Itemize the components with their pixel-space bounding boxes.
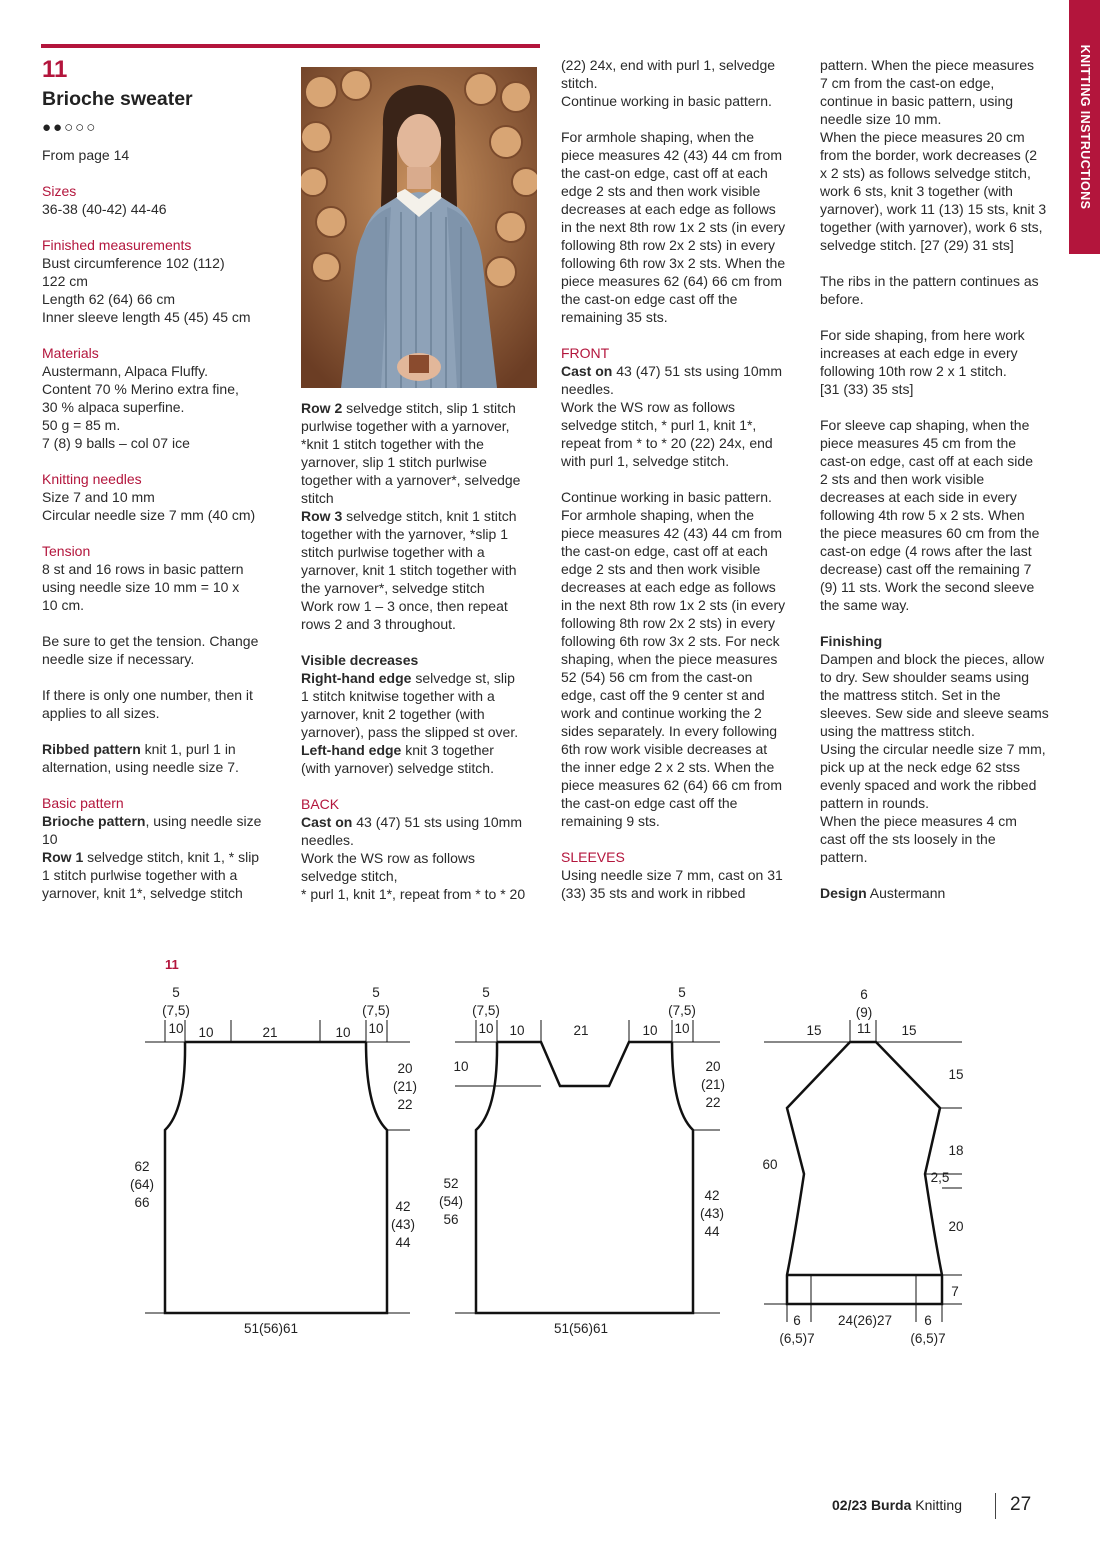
sleeves-text-1: Using needle size 7 mm, cast on 31 (33) 35 sts and work in ribbed [561, 867, 783, 901]
brioche-text: , using needle size 10 [42, 813, 262, 847]
footer-issue [832, 1497, 962, 1513]
sleeve-bottom-left-1: 6 [793, 1313, 801, 1328]
sleeve-bottom-right-2: (6,5)7 [910, 1331, 946, 1346]
back-length-2: (64) [129, 1177, 155, 1192]
pattern-title: Brioche sweater [42, 88, 193, 110]
difficulty-rating: ●●○○○ [42, 119, 98, 136]
sleeve-bottom-left-2: (6,5)7 [779, 1331, 815, 1346]
sleeve-right-3: 2,5 [930, 1170, 950, 1185]
finished-heading: Finished measurements [42, 237, 192, 253]
footer-magazine: Knitting [911, 1497, 962, 1513]
front-body: Continue working in basic pattern. For armhole shaping, when the piece measures 42 (43) 44 cm from the cast-on edge, cast off at each edge 2 sts and then work visible decreases at each edge as follows in the next 8th row 1x 2 sts (in every following 8th row 2x 2 sts) in every following 6th row 3x 2 sts. For neck shaping, when the piece measures 52 (54) 56 cm from the cast-on edge, cast off the 9 center st and work and continue working the 2 sides separately. In every following 6th row work visible decreases at the inner edge 2 x 2 sts. When the piece measures 62 (64) 66 cm from the cast-on edge cast off the remaining 9 sts. [561, 489, 786, 829]
back-schematic [145, 1020, 413, 1313]
tension-note: Be sure to get the tension. Change needle size if necessary. [42, 633, 259, 667]
front-width-2: 21 [573, 1023, 589, 1038]
front-top-right-1: 5 [678, 985, 686, 1000]
finishing-text: Dampen and block the pieces, allow to dry. Sew shoulder seams using the mattress stitch. Set in the sleeves. Sew side and sleeve seams using the mattress stitch. Using the circular needle size 7 mm, pick up at the neck edge 62 stss evenly spaced and work the ribbed pattern in rounds. When the piece measures 4 cm cast off the sts loosely in the pattern. [820, 651, 1049, 865]
back-cast-text: 43 (47) 51 sts using 10mm needles. Work the WS row as follows selvedge stitch, * purl 1, knit 1*, repeat from * to * 20 [301, 814, 526, 902]
front-heading: FRONT [561, 345, 610, 361]
sizes-text: 36-38 (40-42) 44-46 [42, 201, 167, 217]
front-top-right-2: (7,5) [668, 1003, 696, 1018]
back-side-3: 44 [395, 1235, 411, 1250]
finishing-heading: Finishing [820, 633, 883, 649]
front-top-left-2: (7,5) [472, 1003, 500, 1018]
front-armhole-2: (21) [700, 1077, 726, 1092]
tension-heading: Tension [42, 543, 91, 559]
sleeves-text-3: The ribs in the pattern continues as before. [820, 273, 1039, 307]
sleeves-text-4: For side shaping, from here work increases at each edge in every following 10th row 2 x 1 stitch. [31 (33) 35 sts] [820, 327, 1025, 397]
row-2-label: Row 2 [301, 400, 343, 416]
left-hand-text: knit 3 together (with yarnover) selvedge stitch. [301, 742, 494, 776]
tension-text: 8 st and 16 rows in basic pattern using needle size 10 mm = 10 x 10 cm. [42, 561, 244, 613]
brioche-label: Brioche pattern [42, 813, 146, 829]
needles-text: Size 7 and 10 mm Circular needle size 7 mm (40 cm) [42, 489, 256, 523]
back-continue: (22) 24x, end with purl 1, selvedge stitch. Continue working in basic pattern. [561, 57, 776, 109]
sleeve-length: 60 [762, 1157, 778, 1172]
sleeve-top-2: (9) [855, 1005, 873, 1020]
front-width-3: 10 [642, 1023, 658, 1038]
basic-heading: Basic pattern [42, 795, 124, 811]
front-top-right-3: 10 [674, 1021, 690, 1036]
front-width-1: 10 [509, 1023, 525, 1038]
row-3-label: Row 3 [301, 508, 343, 524]
sizes-heading: Sizes [42, 183, 77, 199]
sleeve-right-2: 18 [948, 1143, 964, 1158]
back-heading: BACK [301, 796, 340, 812]
sleeve-top-3: 11 [856, 1021, 872, 1036]
front-top-left-3: 10 [478, 1021, 494, 1036]
row-3-text: selvedge stitch, knit 1 stitch together with the yarnover, *slip 1 stitch purlwise together with a yarnover, knit 1 stitch together with the yarnover*, selvedge stitch Work row 1 – 3 once, then repeat rows 2 and 3 throughout. [301, 508, 517, 632]
ribbed-label: Ribbed pattern [42, 741, 141, 757]
back-width-2: 21 [262, 1025, 278, 1040]
back-top-left-2: (7,5) [162, 1003, 190, 1018]
row-1-label: Row 1 [42, 849, 84, 865]
materials-text: Austermann, Alpaca Fluffy. Content 70 % Merino extra fine, 30 % alpaca superfine. 50 g = 85 m. 7 (8) 9 balls – col 07 ice [42, 363, 239, 451]
front-neck-depth: 10 [453, 1059, 469, 1074]
sleeve-right-1: 15 [948, 1067, 964, 1082]
back-width-3: 10 [335, 1025, 351, 1040]
back-width-1: 10 [198, 1025, 214, 1040]
back-armhole: For armhole shaping, when the piece measures 42 (43) 44 cm from the cast-on edge, cast off at each edge 2 sts and then work visible decreases at each edge as follows in the next 8th row 1x 2 sts (in every following 8th row 2x 2 sts) in every following 6th row 3x 2 sts. When the piece measures 62 (64) 66 cm from the cast-on edge cast off the remaining 35 sts. [561, 129, 786, 325]
section-tab-label: KNITTING INSTRUCTIONS [1077, 44, 1092, 210]
front-side-2: (43) [699, 1206, 725, 1221]
back-armhole-3: 22 [397, 1097, 413, 1112]
finished-text: Bust circumference 102 (112) 122 cm Length 62 (64) 66 cm Inner sleeve length 45 (45) 45 cm [42, 255, 251, 325]
front-side-1: 42 [704, 1188, 720, 1203]
row-2-text: selvedge stitch, slip 1 stitch purlwise together with a yarnover, *knit 1 stitch together with the yarnover, slip 1 stitch purlwise together with a yarnover*, selvedge stitch [301, 400, 521, 506]
sleeve-right-5: 7 [951, 1284, 959, 1299]
back-armhole-1: 20 [397, 1061, 413, 1076]
back-length-1: 62 [134, 1159, 150, 1174]
back-length-3: 66 [134, 1195, 150, 1210]
sleeve-bottom-right-1: 6 [924, 1313, 932, 1328]
sleeve-top-1: 6 [860, 987, 868, 1002]
front-bottom: 51(56)61 [553, 1321, 609, 1336]
back-side-1: 42 [395, 1199, 411, 1214]
sleeve-top-left: 15 [806, 1023, 822, 1038]
back-bottom: 51(56)61 [243, 1321, 299, 1336]
front-length-3: 56 [443, 1212, 459, 1227]
right-hand-text: selvedge st, slip 1 stitch knitwise together with a yarnover, knit 2 together (with yarnover), pass the slipped st over. [301, 670, 519, 740]
sleeve-right-4: 20 [948, 1219, 964, 1234]
front-cast-text: 43 (47) 51 sts using 10mm needles. Work the WS row as follows selvedge stitch, * purl 1, knit 1*, repeat from * to * 20 (22) 24x, end with purl 1, selvedge stitch. [561, 363, 782, 469]
back-top-left-1: 5 [172, 985, 180, 1000]
back-side-2: (43) [390, 1217, 416, 1232]
front-length-2: (54) [438, 1194, 464, 1209]
ribbed-text: knit 1, purl 1 in alternation, using needle size 7. [42, 741, 239, 775]
sleeve-bottom-mid: 24(26)27 [837, 1313, 893, 1328]
page-number: 27 [1010, 1494, 1032, 1515]
footer-issue-number: 02/23 [832, 1497, 868, 1513]
front-length-1: 52 [443, 1176, 459, 1191]
back-cast-label: Cast on [301, 814, 353, 830]
right-hand-label: Right-hand edge [301, 670, 412, 686]
diagram-number: 11 [165, 957, 179, 972]
design-label: Design [820, 885, 867, 901]
sleeves-heading: SLEEVES [561, 849, 625, 865]
back-top-right-3: 10 [368, 1021, 384, 1036]
back-armhole-2: (21) [392, 1079, 418, 1094]
sizes-note: If there is only one number, then it applies to all sizes. [42, 687, 253, 721]
front-armhole-3: 22 [705, 1095, 721, 1110]
front-top-left-1: 5 [482, 985, 490, 1000]
row-1-text: selvedge stitch, knit 1, * slip 1 stitch purlwise together with a yarnover, knit 1*, selvedge stitch [42, 849, 260, 901]
needles-heading: Knitting needles [42, 471, 142, 487]
sleeve-top-right: 15 [901, 1023, 917, 1038]
sleeves-text-5: For sleeve cap shaping, when the piece measures 45 cm from the cast-on edge, cast off at each side 2 sts and then work visible decreases at each side in every following 4th row 5 x 2 sts. When the piece measures 60 cm from the cast-on edge (4 rows after the last decrease) cast off the remaining 7 (9) 11 sts. Work the second sleeve the same way. [820, 417, 1040, 613]
footer-brand: Burda [870, 1497, 912, 1513]
front-schematic [455, 1020, 720, 1313]
materials-heading: Materials [42, 345, 99, 361]
pattern-number: 11 [42, 56, 68, 83]
front-side-3: 44 [704, 1224, 720, 1239]
from-page: From page 14 [42, 147, 130, 163]
front-armhole-1: 20 [705, 1059, 721, 1074]
back-top-right-2: (7,5) [362, 1003, 390, 1018]
back-top-right-1: 5 [372, 985, 380, 1000]
sleeves-text-2: pattern. When the piece measures 7 cm from the cast-on edge, continue in basic pattern, using needle size 10 mm. When the piece measures 20 cm from the border, work decreases (2 x 2 sts) as follows selvedge stitch, work 6 sts, knit 3 together (with yarnover), work 11 (13) 15 sts, knit 3 together (with yarnover), work 6 sts, selvedge stitch. [27 (29) 31 sts] [820, 57, 1047, 253]
left-hand-label: Left-hand edge [301, 742, 402, 758]
front-cast-label: Cast on [561, 363, 613, 379]
visible-decreases-heading: Visible decreases [301, 652, 419, 668]
design-text: Austermann [866, 885, 946, 901]
back-top-left-3: 10 [168, 1021, 184, 1036]
footer-divider [995, 1493, 996, 1519]
